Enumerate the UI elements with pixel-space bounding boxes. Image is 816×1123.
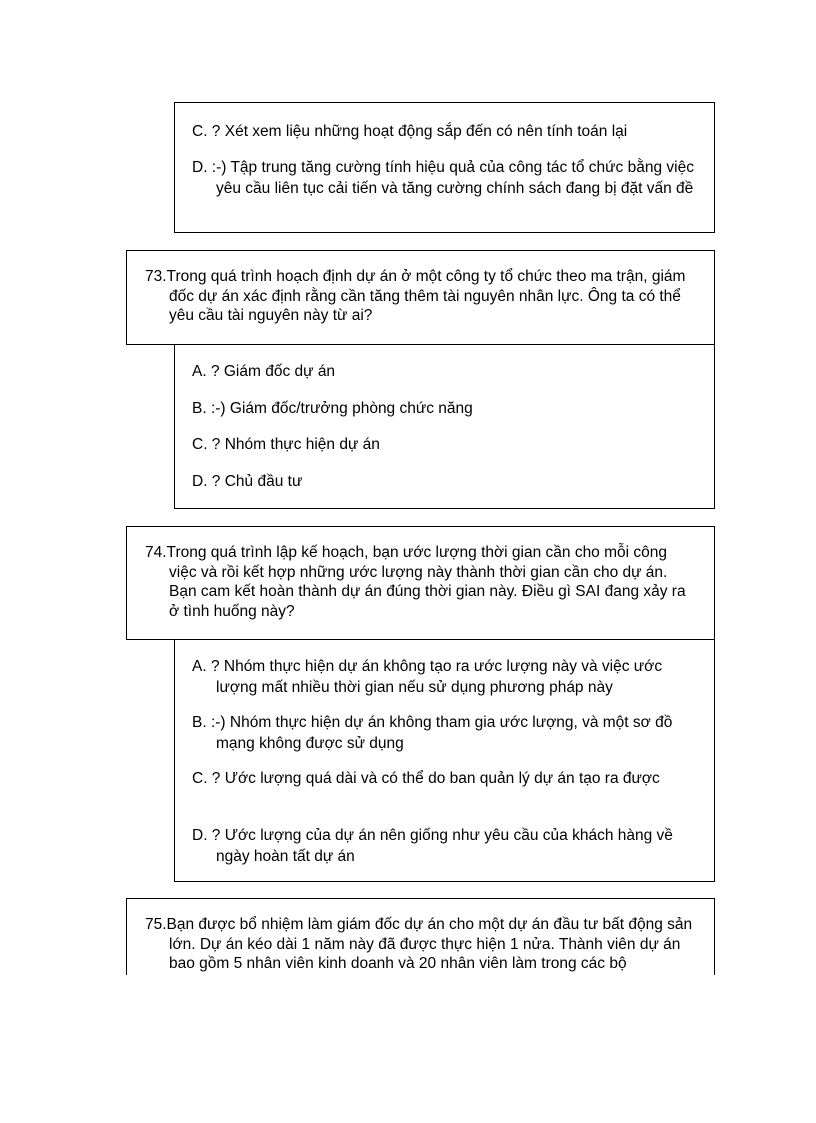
option-c: C. ? Nhóm thực hiện dự án [192,436,380,453]
option-d: D. :-) Tập trung tăng cường tính hiệu quả của công tác tổ chức bằng việc yêu cầu liên tục cải tiến và tăng cường chính sách đang bị đặt vấn đề [192,159,694,197]
option-c: C. ? Xét xem liệu những hoạt động sắp đến có nên tính toán lại [192,123,628,140]
question-73 [126,250,715,345]
option-d: D. ? Chủ đầu tư [192,473,303,490]
option-a: A. ? Nhóm thực hiện dự án không tạo ra ước lượng này và việc ước lượng mất nhiều thời gian nếu sử dụng phương pháp này [192,658,663,696]
question-75-text: 75.Bạn được bổ nhiệm làm giám đốc dự án cho một dự án đầu tư bất động sản lớn. Dự án kéo dài 1 năm này đã được thực hiện 1 nửa. Thành viên dự án bao gồm 5 nhân viên kinh doanh và 20 nhân viên làm trong các bộ [145,916,693,973]
option-b: B. :-) Nhóm thực hiện dự án không tham gia ước lượng, và một sơ đồ mạng không được sử dụng [192,714,673,752]
option-b: B. :-) Giám đốc/trưởng phòng chức năng [192,400,473,417]
prev-question-options [174,102,715,233]
question-74 [126,526,715,640]
question-73-options [174,344,715,509]
question-73-text: 73.Trong quá trình hoạch định dự án ở một công ty tổ chức theo ma trận, giám đốc dự án xác định rằng cần tăng thêm tài nguyên nhân lực. Ông ta có thể yêu cầu tài nguyên này từ ai? [145,268,686,325]
question-74-text: 74.Trong quá trình lập kế hoạch, bạn ước lượng thời gian cần cho mỗi công việc và rồi kết hợp những ước lượng này thành thời gian cần cho dự án. Bạn cam kết hoàn thành dự án đúng thời gian này. Điều gì SAI đang xảy ra ở tình huống này? [145,544,686,621]
option-d: D. ? Ước lượng của dự án nên giống như yêu cầu của khách hàng về ngày hoàn tất dự án [192,827,673,865]
question-74-options [174,639,715,882]
option-a: A. ? Giám đốc dự án [192,363,336,380]
question-75 [126,898,715,975]
option-c: C. ? Ước lượng quá dài và có thể do ban quản lý dự án tạo ra được [192,770,660,787]
